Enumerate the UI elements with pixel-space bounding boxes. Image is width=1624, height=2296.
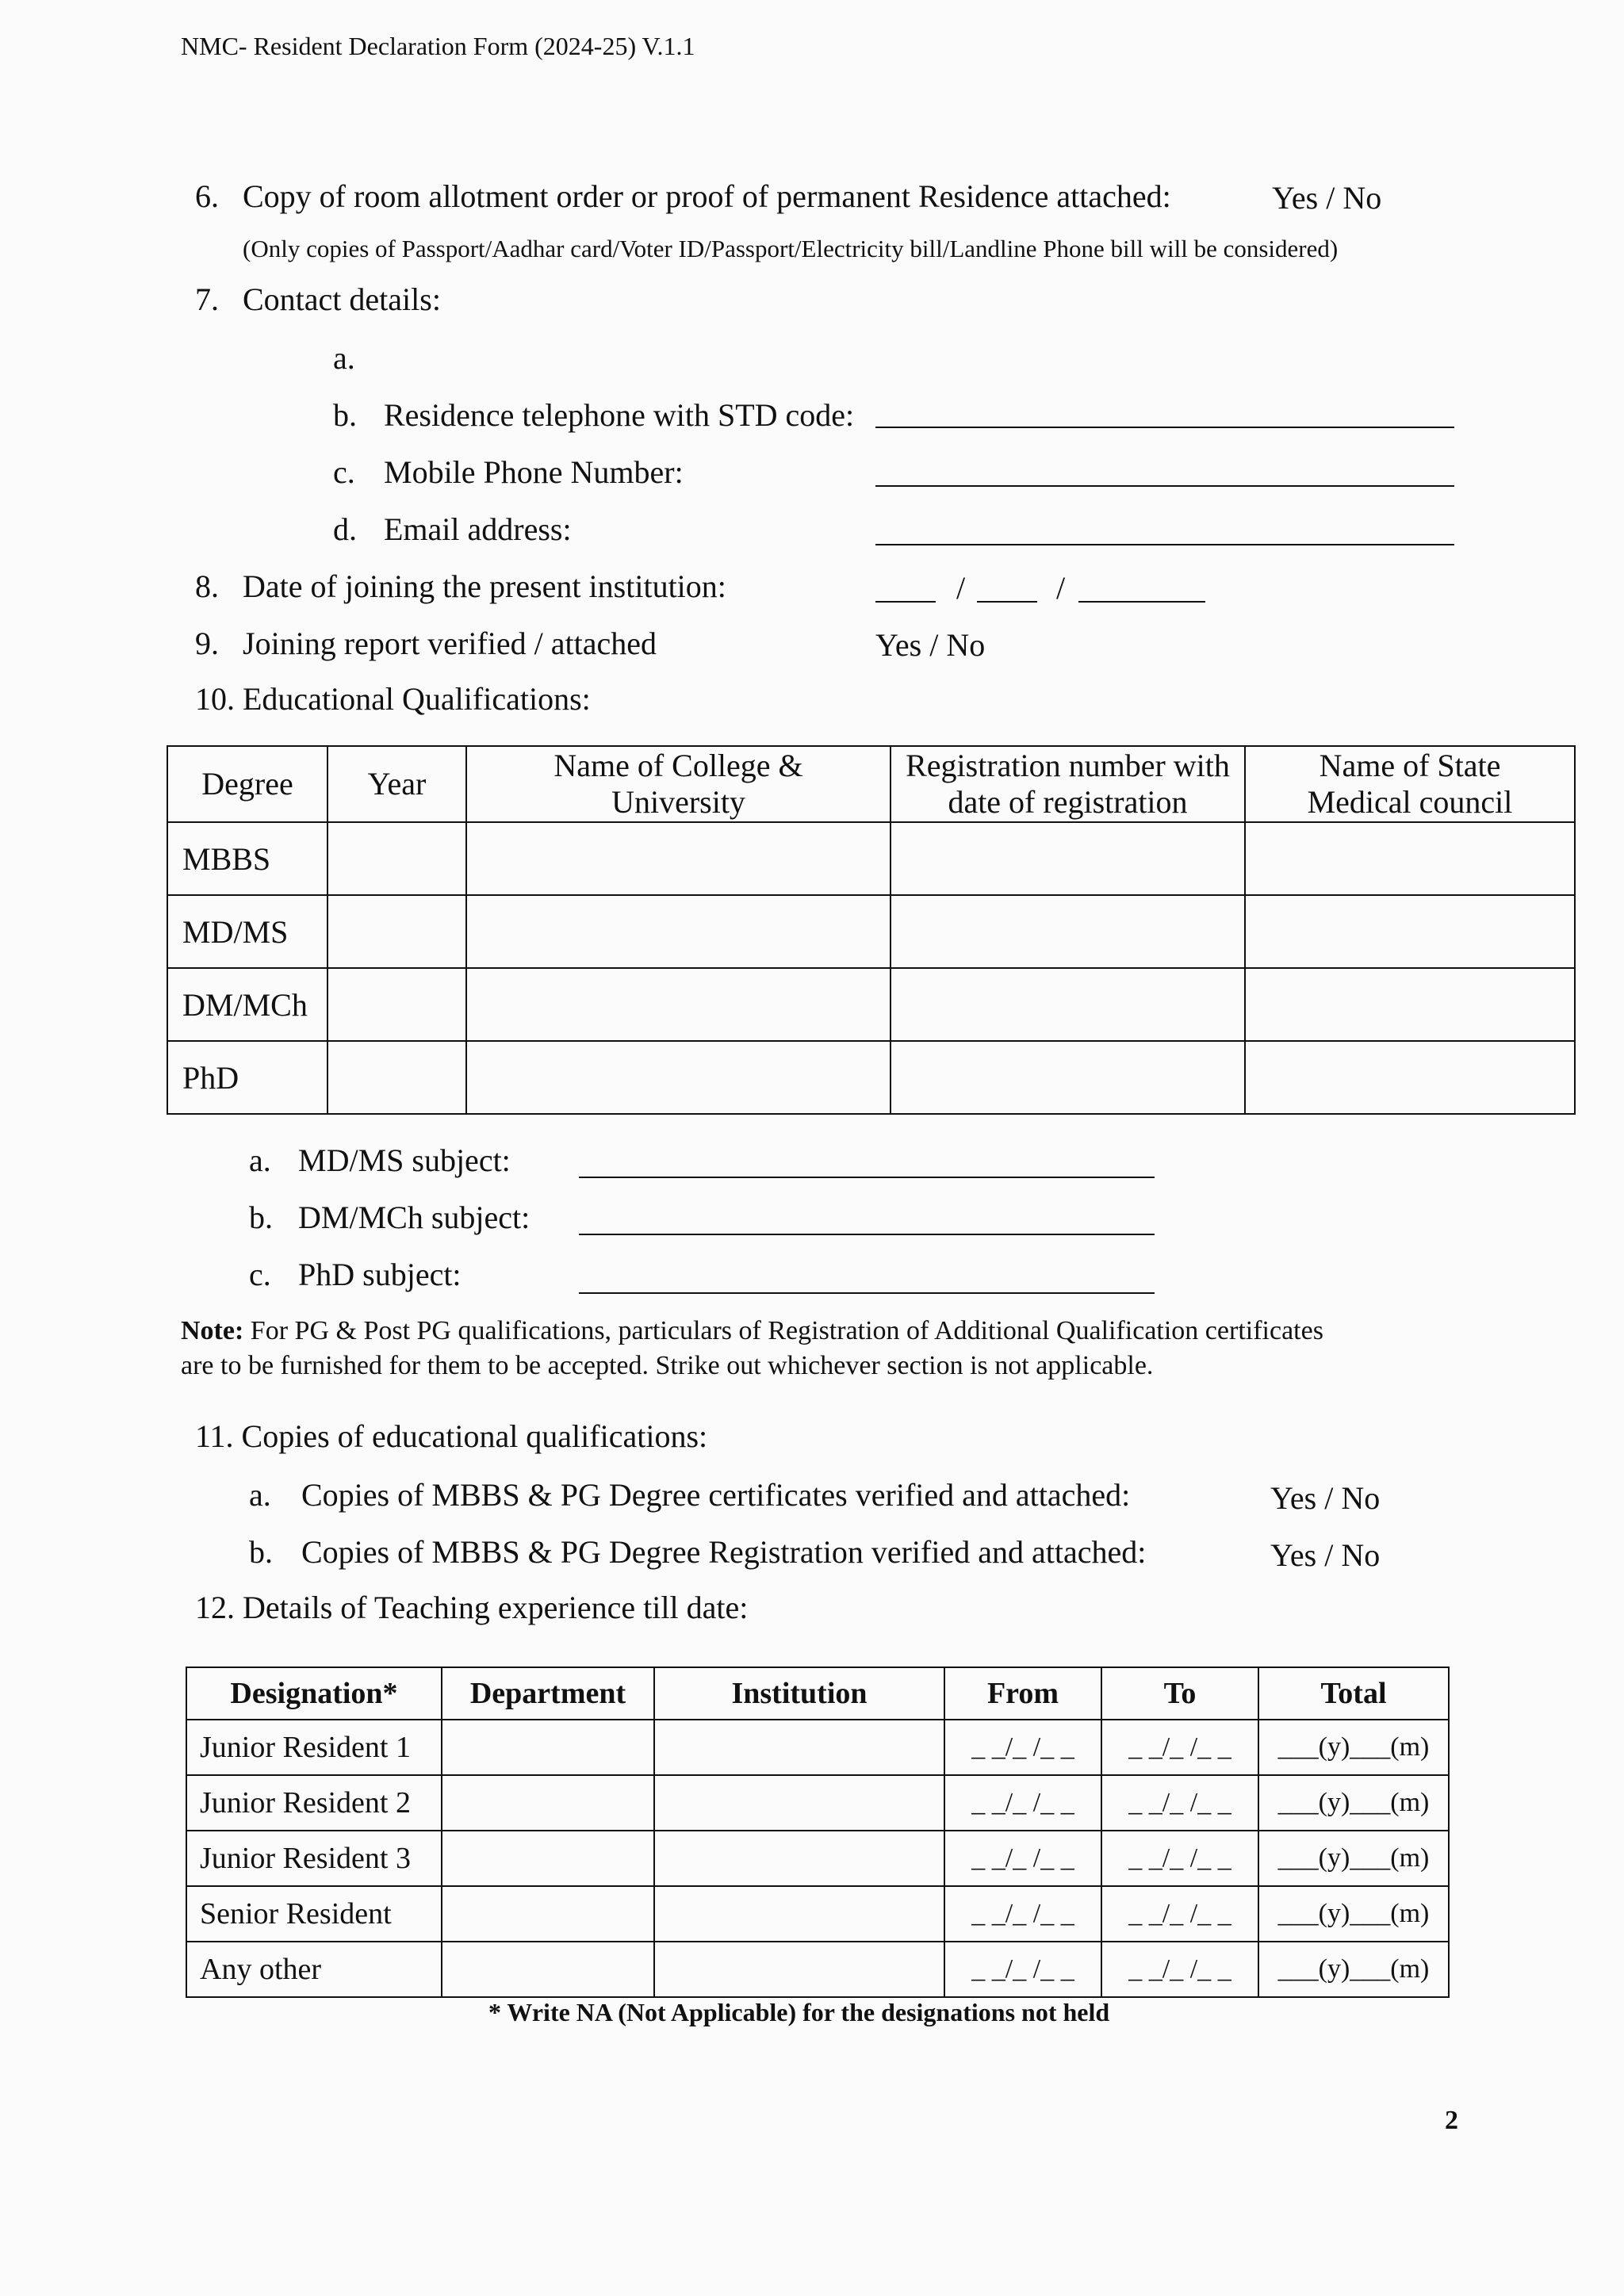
- item6-number: 6.: [195, 178, 219, 214]
- item11-label: 11. Copies of educational qualifications:: [195, 1418, 708, 1454]
- item10-a-letter: a.: [249, 1142, 271, 1178]
- dm-mch-subject-field[interactable]: [579, 1234, 1155, 1235]
- mobile-phone-field[interactable]: [875, 485, 1454, 487]
- item12-label: 12. Details of Teaching experience till date:: [195, 1590, 749, 1625]
- council-cell[interactable]: [1245, 822, 1575, 895]
- to-date-field[interactable]: _ _/_ /_ _: [1101, 1886, 1258, 1942]
- department-cell[interactable]: [442, 1831, 654, 1886]
- item10-c-letter: c.: [249, 1257, 271, 1292]
- email-field[interactable]: [875, 544, 1454, 545]
- col-degree: Degree: [167, 746, 327, 822]
- residence-phone-field[interactable]: [875, 427, 1454, 428]
- item11-a-answer[interactable]: Yes / No: [1270, 1480, 1381, 1516]
- experience-header-row: [186, 1667, 1449, 1720]
- designation-any-other: Any other: [186, 1942, 442, 1997]
- item7-c-letter: c.: [333, 454, 355, 490]
- item8-label: Date of joining the present institution:: [243, 568, 726, 604]
- institution-cell[interactable]: [654, 1831, 944, 1886]
- council-cell[interactable]: [1245, 895, 1575, 968]
- col-from: From: [944, 1667, 1101, 1720]
- item10-a-label: MD/MS subject:: [298, 1142, 511, 1178]
- to-date-field[interactable]: _ _/_ /_ _: [1101, 1775, 1258, 1831]
- item11-b-letter: b.: [249, 1534, 273, 1570]
- department-cell[interactable]: [442, 1775, 654, 1831]
- department-cell[interactable]: [442, 1886, 654, 1942]
- item8-number: 8.: [195, 568, 219, 604]
- joining-date-year-field[interactable]: [1078, 601, 1205, 603]
- table-row: [186, 1720, 1449, 1775]
- item6-note: (Only copies of Passport/Aadhar card/Voter ID/Passport/Electricity bill/Landline Phone bill will be considered): [243, 235, 1339, 262]
- item11-a-letter: a.: [249, 1477, 271, 1513]
- item11-b-answer[interactable]: Yes / No: [1270, 1537, 1381, 1573]
- college-cell[interactable]: [466, 1041, 891, 1114]
- degree-phd: PhD: [167, 1041, 327, 1114]
- phd-subject-field[interactable]: [579, 1292, 1155, 1294]
- designation-junior-resident-1: Junior Resident 1: [186, 1720, 442, 1775]
- item10-label: 10. Educational Qualifications:: [195, 681, 591, 717]
- item7-d-letter: d.: [333, 511, 357, 547]
- item9-answer[interactable]: Yes / No: [875, 627, 986, 663]
- institution-cell[interactable]: [654, 1886, 944, 1942]
- col-institution: Institution: [654, 1667, 944, 1720]
- item7-b-letter: b.: [333, 397, 357, 433]
- education-table: [167, 745, 1576, 1115]
- item7-b-label: Residence telephone with STD code:: [384, 397, 855, 433]
- teaching-experience-table: [186, 1667, 1450, 1998]
- council-cell[interactable]: [1245, 968, 1575, 1041]
- education-header-row: [167, 746, 1575, 822]
- col-registration-number: Registration number with date of registration: [891, 746, 1245, 822]
- year-cell[interactable]: [327, 895, 466, 968]
- md-ms-subject-field[interactable]: [579, 1177, 1155, 1178]
- item7-d-label: Email address:: [384, 511, 572, 547]
- total-duration-field[interactable]: ___(y)___(m): [1258, 1886, 1449, 1942]
- item6-answer[interactable]: Yes / No: [1272, 180, 1382, 216]
- from-date-field[interactable]: _ _/_ /_ _: [944, 1831, 1101, 1886]
- table-row: [167, 1041, 1575, 1114]
- table-row: [186, 1831, 1449, 1886]
- item10-b-letter: b.: [249, 1200, 273, 1235]
- designation-junior-resident-2: Junior Resident 2: [186, 1775, 442, 1831]
- registration-cell[interactable]: [891, 1041, 1245, 1114]
- total-duration-field[interactable]: ___(y)___(m): [1258, 1775, 1449, 1831]
- date-separator-1: /: [956, 570, 966, 606]
- item7-number: 7.: [195, 281, 219, 317]
- year-cell[interactable]: [327, 968, 466, 1041]
- item10-c-label: PhD subject:: [298, 1257, 462, 1292]
- table-row: [167, 822, 1575, 895]
- col-department: Department: [442, 1667, 654, 1720]
- total-duration-field[interactable]: ___(y)___(m): [1258, 1831, 1449, 1886]
- item6-label: Copy of room allotment order or proof of permanent Residence attached:: [243, 178, 1171, 214]
- department-cell[interactable]: [442, 1720, 654, 1775]
- college-cell[interactable]: [466, 822, 891, 895]
- col-year: Year: [327, 746, 466, 822]
- year-cell[interactable]: [327, 822, 466, 895]
- department-cell[interactable]: [442, 1942, 654, 1997]
- total-duration-field[interactable]: ___(y)___(m): [1258, 1720, 1449, 1775]
- institution-cell[interactable]: [654, 1720, 944, 1775]
- joining-date-day-field[interactable]: [875, 601, 936, 603]
- page-number: 2: [1445, 2106, 1458, 2135]
- table-row: [186, 1775, 1449, 1831]
- designation-junior-resident-3: Junior Resident 3: [186, 1831, 442, 1886]
- from-date-field[interactable]: _ _/_ /_ _: [944, 1720, 1101, 1775]
- item7-a-letter: a.: [333, 340, 355, 376]
- from-date-field[interactable]: _ _/_ /_ _: [944, 1942, 1101, 1997]
- council-cell[interactable]: [1245, 1041, 1575, 1114]
- note-label: Note:: [181, 1316, 244, 1345]
- registration-cell[interactable]: [891, 822, 1245, 895]
- item7-c-label: Mobile Phone Number:: [384, 454, 684, 490]
- table-row: [167, 968, 1575, 1041]
- registration-cell[interactable]: [891, 968, 1245, 1041]
- col-college-university: Name of College & University: [466, 746, 891, 822]
- registration-cell[interactable]: [891, 895, 1245, 968]
- college-cell[interactable]: [466, 968, 891, 1041]
- from-date-field[interactable]: _ _/_ /_ _: [944, 1886, 1101, 1942]
- table-row: [186, 1942, 1449, 1997]
- col-total: Total: [1258, 1667, 1449, 1720]
- institution-cell[interactable]: [654, 1775, 944, 1831]
- designation-senior-resident: Senior Resident: [186, 1886, 442, 1942]
- from-date-field[interactable]: _ _/_ /_ _: [944, 1775, 1101, 1831]
- col-to: To: [1101, 1667, 1258, 1720]
- experience-footnote: * Write NA (Not Applicable) for the designations not held: [488, 1998, 1110, 2026]
- item9-number: 9.: [195, 626, 219, 661]
- item11-b-label: Copies of MBBS & PG Degree Registration verified and attached:: [301, 1534, 1147, 1570]
- degree-mbbs: MBBS: [167, 822, 327, 895]
- table-row: [167, 895, 1575, 968]
- to-date-field[interactable]: _ _/_ /_ _: [1101, 1831, 1258, 1886]
- degree-md-ms: MD/MS: [167, 895, 327, 968]
- qualification-note-line1: [181, 1318, 1323, 1345]
- to-date-field[interactable]: _ _/_ /_ _: [1101, 1720, 1258, 1775]
- form-header: NMC- Resident Declaration Form (2024-25) V.1.1: [181, 32, 695, 60]
- item9-label: Joining report verified / attached: [243, 626, 657, 661]
- institution-cell[interactable]: [654, 1942, 944, 1997]
- to-date-field[interactable]: _ _/_ /_ _: [1101, 1942, 1258, 1997]
- col-designation: Designation*: [186, 1667, 442, 1720]
- col-state-medical-council: Name of State Medical council: [1245, 746, 1575, 822]
- joining-date-month-field[interactable]: [977, 601, 1037, 603]
- date-separator-2: /: [1056, 570, 1066, 606]
- note-text-1: For PG & Post PG qualifications, particulars of Registration of Additional Qualification certificates: [250, 1316, 1323, 1345]
- year-cell[interactable]: [327, 1041, 466, 1114]
- note-text-2: are to be furnished for them to be accepted. Strike out whichever section is not applicable.: [181, 1351, 1154, 1380]
- total-duration-field[interactable]: ___(y)___(m): [1258, 1942, 1449, 1997]
- item10-b-label: DM/MCh subject:: [298, 1200, 530, 1235]
- item7-label: Contact details:: [243, 281, 441, 317]
- degree-dm-mch: DM/MCh: [167, 968, 327, 1041]
- table-row: [186, 1886, 1449, 1942]
- college-cell[interactable]: [466, 895, 891, 968]
- item11-a-label: Copies of MBBS & PG Degree certificates verified and attached:: [301, 1477, 1131, 1513]
